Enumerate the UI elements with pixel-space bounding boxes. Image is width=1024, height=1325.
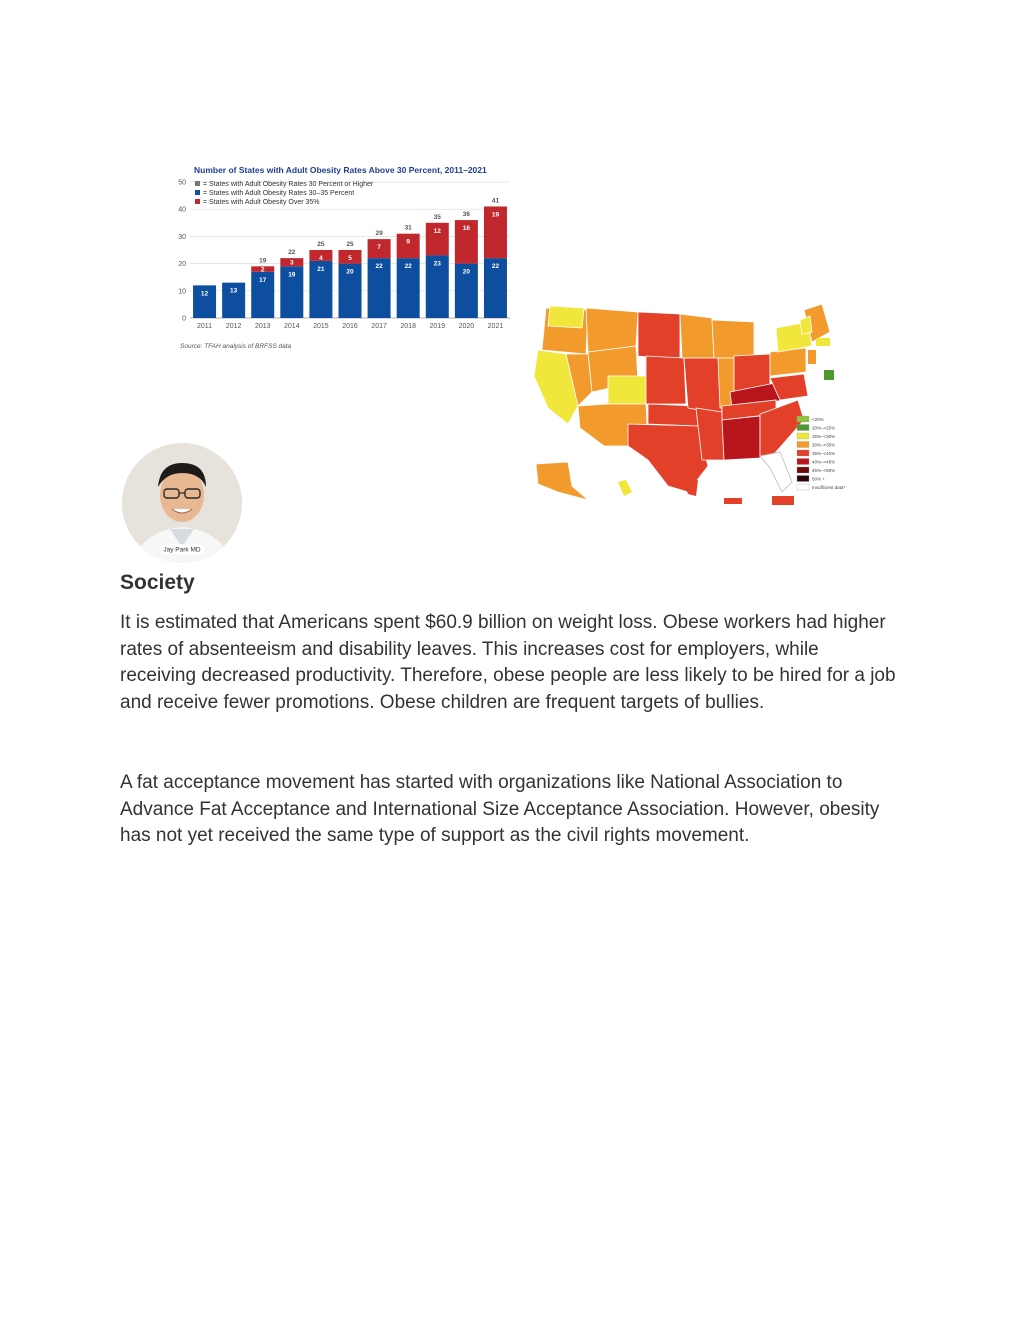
x-tick-label: 2020 xyxy=(458,323,475,330)
map-legend-label: 30%–<35% xyxy=(812,442,836,448)
chart-svg xyxy=(170,162,515,354)
legend-label: = States with Adult Obesity Rates 30 Percent or Higher xyxy=(203,181,374,188)
bar-value-label: 4 xyxy=(319,255,323,262)
bar-total-label: 41 xyxy=(491,197,500,205)
legend-label: = States with Adult Obesity Over 35% xyxy=(203,199,320,206)
bar-value-label: 17 xyxy=(259,276,267,284)
map-legend-swatch xyxy=(797,442,809,448)
map-region-idaho-montana xyxy=(586,308,638,352)
map-svg xyxy=(508,296,853,512)
map-legend-swatch xyxy=(797,459,809,465)
bar-value-label: 16 xyxy=(462,225,470,233)
chart-title: Number of States with Adult Obesity Rates Above 30 Percent, 2011–2021 xyxy=(194,165,487,175)
map-legend-swatch xyxy=(797,425,809,431)
legend-swatch xyxy=(195,190,200,195)
author-photo xyxy=(122,443,242,563)
map-region-wisconsin-michigan xyxy=(712,320,754,358)
y-tick-label: 30 xyxy=(178,233,186,241)
bar-value-label: 7 xyxy=(377,244,381,252)
map-region-vermont xyxy=(800,316,812,334)
bar-value-label: 13 xyxy=(230,287,238,295)
map-legend-swatch xyxy=(797,484,809,490)
x-tick-label: 2012 xyxy=(225,323,242,330)
map-region-nebraska-kansas xyxy=(646,356,686,404)
bar-total-label: 29 xyxy=(375,230,383,238)
x-tick-label: 2021 xyxy=(487,323,504,330)
chart-source: Source: TFAH analysis of BRFSS data xyxy=(180,343,292,350)
map-region-massachusetts xyxy=(816,338,830,346)
map-region-new-jersey xyxy=(808,350,816,364)
bar-value-label: 5 xyxy=(348,255,352,262)
map-legend-swatch xyxy=(797,433,809,439)
map-legend-label: 35%–<40% xyxy=(812,451,836,456)
map-region-pennsylvania xyxy=(770,348,806,376)
bar-value-label: 3 xyxy=(290,259,294,267)
y-tick-label: 10 xyxy=(178,288,186,296)
map-region-puerto-rico xyxy=(772,496,794,505)
author-caption: Jay Park MD xyxy=(163,546,201,554)
map-legend-swatch xyxy=(797,416,809,422)
map-legend-swatch xyxy=(797,467,809,473)
x-tick-label: 2019 xyxy=(429,323,446,330)
map-region-mississippi-alabama xyxy=(722,416,760,460)
bar-value-label: 23 xyxy=(433,260,441,268)
bar-total-label: 31 xyxy=(404,224,412,232)
bar-value-label: 21 xyxy=(317,265,325,273)
bar-segment xyxy=(397,234,420,258)
map-legend-swatch xyxy=(797,450,809,456)
map-region-guam xyxy=(684,480,698,496)
bar-value-label: 19 xyxy=(288,271,296,279)
map-region-dakotas xyxy=(638,312,680,360)
paragraph-1: It is estimated that Americans spent $60.9 billion on weight loss. Obese workers had higher rates of absenteeism and disability leaves. This increases cost for employers, while receiving decreased productivity. Therefore, obese people are less likely to be hired for a job and receive fewer promotions. Obese children are frequent targets of bullies. xyxy=(120,612,896,713)
legend-label: = States with Adult Obesity Rates 30–35 Percent xyxy=(203,190,355,197)
x-tick-label: 2017 xyxy=(371,323,387,330)
bar-value-label: 9 xyxy=(406,238,410,246)
map-region-florida xyxy=(760,452,792,492)
x-tick-label: 2015 xyxy=(313,323,329,330)
legend-swatch xyxy=(195,199,200,204)
map-legend-label: 25%–<30% xyxy=(812,434,836,439)
map-legend-label: Insufficient data* xyxy=(812,485,846,490)
map-region-washington xyxy=(548,306,584,328)
map-legend-label: 20%–<25% xyxy=(812,425,836,431)
bar-total-label: 25 xyxy=(346,241,354,248)
bar-value-label: 20 xyxy=(346,268,354,276)
map-legend-label: 45%–<50% xyxy=(812,468,836,473)
x-tick-label: 2018 xyxy=(400,323,416,330)
bar-total-label: 35 xyxy=(433,213,441,221)
obesity-bar-chart xyxy=(170,162,515,354)
bar-total-label: 36 xyxy=(462,211,470,219)
bar-value-label: 22 xyxy=(491,263,500,271)
x-tick-label: 2014 xyxy=(284,323,300,330)
us-obesity-map xyxy=(508,296,853,512)
y-tick-label: 40 xyxy=(178,206,186,214)
map-region-alaska xyxy=(536,462,588,500)
paragraph-2: A fat acceptance movement has started with organizations like National Association to Advance Fat Acceptance and International Size Acceptance Association. However, obesity has not yet received the same type of support as the civil rights movement. xyxy=(120,772,880,847)
map-region-dc xyxy=(824,370,834,380)
map-region-hawaii xyxy=(618,480,632,496)
bar-value-label: 22 xyxy=(404,263,412,271)
map-region-iowa-missouri xyxy=(684,358,722,414)
x-tick-label: 2013 xyxy=(254,323,271,330)
bar-value-label: 12 xyxy=(433,227,441,235)
bar-value-label: 2 xyxy=(260,266,265,274)
bar-total-label: 25 xyxy=(317,241,325,248)
x-tick-label: 2016 xyxy=(342,323,358,330)
legend-swatch xyxy=(195,181,200,186)
bar-value-label: 22 xyxy=(375,263,383,271)
map-region-virgin-islands xyxy=(724,498,742,504)
map-legend-label: 50% + xyxy=(812,476,825,482)
bar-value-label: 12 xyxy=(200,290,209,298)
section-heading: Society xyxy=(120,571,195,594)
map-region-minnesota xyxy=(680,314,714,358)
map-legend-label: 40%–<45% xyxy=(812,459,836,465)
y-tick-label: 20 xyxy=(178,261,186,269)
map-legend-swatch xyxy=(797,476,809,482)
map-region-colorado xyxy=(608,376,646,404)
x-tick-label: 2011 xyxy=(197,323,213,330)
map-legend-label: <20% xyxy=(812,417,824,422)
y-tick-label: 50 xyxy=(178,179,186,187)
bar-total-label: 22 xyxy=(288,249,296,257)
bar-value-label: 19 xyxy=(491,211,500,219)
bar-value-label: 20 xyxy=(462,268,470,276)
y-tick-label: 0 xyxy=(182,315,186,323)
author-avatar xyxy=(122,443,242,563)
bar-total-label: 19 xyxy=(259,257,267,265)
